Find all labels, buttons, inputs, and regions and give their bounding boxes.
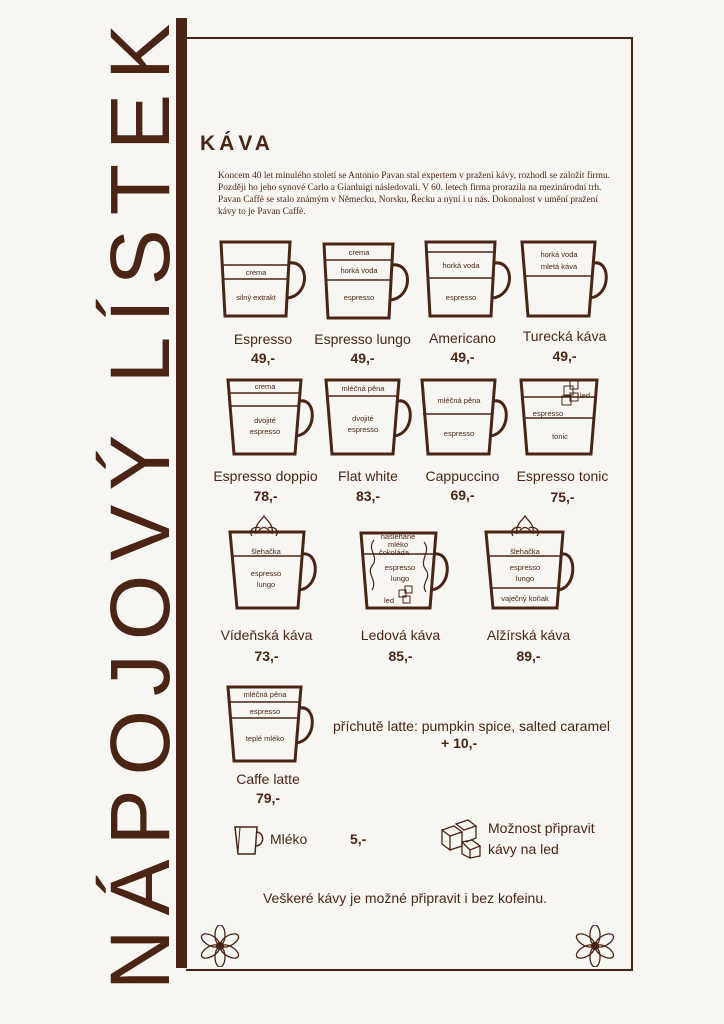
- section-title: KÁVA: [200, 132, 274, 155]
- drink-price: 73,-: [254, 648, 279, 664]
- espresso-tonic-cup-icon: [518, 376, 610, 460]
- layer-label: lungo: [515, 574, 535, 583]
- turkish-coffee-cup-icon: [519, 238, 611, 322]
- drink-name: Espresso lungo: [314, 331, 411, 347]
- layer-label: mléčná pěna: [341, 384, 385, 393]
- cappuccino-cup-icon: [419, 376, 511, 460]
- drink-name: Espresso doppio: [213, 468, 318, 484]
- drink-name: Americano: [429, 330, 496, 346]
- layer-label: crema: [254, 382, 276, 391]
- layer-label: espresso: [384, 563, 416, 572]
- drink-price: 83,-: [355, 488, 381, 504]
- ice-option-line1: Možnost připravit: [488, 820, 595, 836]
- layer-label: mléko: [387, 540, 409, 549]
- layer-label: espresso: [249, 707, 281, 716]
- flat-white-cup-icon: [323, 376, 415, 460]
- layer-label: crema: [245, 268, 267, 277]
- drink-name: Ledová káva: [360, 627, 441, 643]
- drink-price: 89,-: [516, 648, 541, 664]
- layer-label: horká voda: [540, 250, 578, 259]
- drink-price: 69,-: [450, 487, 475, 503]
- layer-label: espresso: [347, 425, 379, 434]
- caffe-latte-cup-icon: [225, 683, 317, 767]
- drink-price: 79,-: [255, 790, 281, 806]
- americano-cup-icon: [423, 238, 515, 322]
- ice-cubes-icon: [562, 381, 578, 405]
- espresso-cup-icon: [218, 238, 310, 322]
- layer-label: šlehačka: [251, 547, 281, 556]
- layer-label: espresso: [509, 563, 541, 572]
- algerian-coffee-cup-icon: [483, 512, 578, 614]
- milk-name: Mléko: [270, 831, 308, 847]
- decaf-note: Veškeré kávy je možné připravit i bez kofeinu.: [262, 890, 548, 906]
- drink-price: 49,-: [350, 350, 375, 366]
- ice-option-line2: kávy na led: [488, 841, 559, 857]
- drink-price: 85,-: [388, 648, 413, 664]
- layer-label: espresso: [343, 293, 375, 302]
- layer-label: espresso: [445, 293, 477, 302]
- espresso-doppio-cup-icon: [225, 376, 317, 460]
- layer-label: led: [580, 391, 591, 400]
- drink-name: Caffe latte: [236, 771, 300, 787]
- drink-price: 49,-: [250, 350, 276, 366]
- drink-name: Turecká káva: [522, 328, 607, 344]
- drink-name: Espresso: [233, 331, 293, 347]
- vienna-coffee-cup-icon: [228, 512, 320, 614]
- drink-name: Alžírská káva: [486, 627, 571, 643]
- drink-price: 49,-: [450, 349, 475, 365]
- layer-label: šlehačka: [510, 547, 540, 556]
- layer-label: lungo: [256, 580, 276, 589]
- page-title: NÁPOJOVÝ LÍSTEK: [93, 9, 187, 991]
- latte-flavors-price: + 10,-: [441, 735, 478, 751]
- layer-label: crema: [348, 248, 370, 257]
- espresso-lungo-cup-icon: [321, 240, 413, 324]
- layer-label: mléčná pěna: [243, 690, 287, 699]
- layer-label: espresso: [249, 427, 281, 436]
- milk-price: 5,-: [350, 831, 367, 847]
- latte-flavors: příchutě latte: pumpkin spice, salted caramel: [333, 718, 611, 734]
- layer-label: našlehané: [380, 532, 416, 541]
- layer-label: lungo: [390, 574, 410, 583]
- layer-label: horká voda: [340, 266, 378, 275]
- ice-cubes-icon: [438, 818, 484, 860]
- drink-name: Flat white: [338, 468, 398, 484]
- layer-label: teplé mléko: [245, 734, 285, 743]
- drink-name: Cappuccino: [425, 468, 500, 484]
- drink-price: 49,-: [552, 348, 577, 364]
- flower-icon: [199, 925, 241, 967]
- layer-label: dvojité: [352, 414, 374, 423]
- drink-name: Espresso tonic: [516, 468, 609, 484]
- layer-label: silný extrakt: [236, 293, 276, 302]
- flower-icon: [574, 925, 616, 967]
- layer-label: vaječný koňak: [501, 594, 549, 603]
- layer-label: espresso: [250, 569, 282, 578]
- layer-label: mletá káva: [540, 262, 578, 271]
- layer-label: horká voda: [442, 261, 480, 270]
- drink-name: Vídeňská káva: [220, 627, 313, 643]
- layer-label: tonic: [552, 432, 568, 441]
- layer-label: dvojité: [254, 416, 276, 425]
- layer-label: led: [384, 596, 395, 605]
- ice-cubes-icon: [399, 586, 412, 603]
- layer-label: espresso: [443, 429, 475, 438]
- drink-price: 78,-: [253, 488, 278, 504]
- layer-label: čokoláda: [378, 548, 410, 557]
- intro-text: Koncem 40 let minulého století se Antonio Pavan stal expertem v pražení kávy, rozhodl se založit firmu. Později ho jeho synové Carlo a Gianluigi následovali. V 60. letech firma prorazila na mezinárodní trh. Pavan Caffè se stalo známým v Německu, Norsku, Řecku a nyní i u nás. Dokonalost v umění pražení kávy to je Pavan Caffè.: [218, 171, 610, 217]
- drink-price: 75,-: [550, 489, 575, 505]
- milk-jug-icon: [232, 824, 268, 856]
- layer-label: mléčná pěna: [437, 396, 481, 405]
- layer-label: espresso: [532, 409, 564, 418]
- iced-coffee-cup-icon: [358, 530, 453, 614]
